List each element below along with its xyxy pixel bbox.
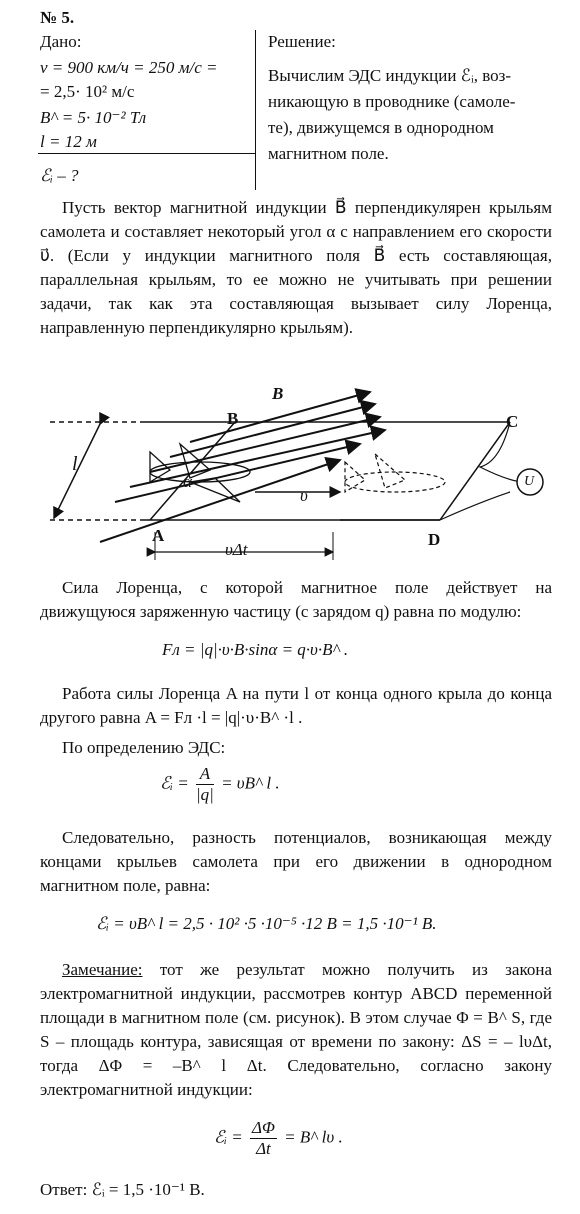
contour-abcd — [50, 422, 510, 520]
given-line-2: = 2,5· 10² м/с — [40, 82, 135, 101]
paragraph-4: По определению ЭДС: — [62, 738, 226, 757]
paragraph-3: Работа силы Лоренца A на пути l от конца одного крыла до конца другого равна A = Fл ·l = |q|·υ·B^ ·l . — [40, 684, 552, 727]
figure-label-alpha: α — [183, 472, 192, 491]
answer: Ответ: ℰᵢ = 1,5 ·10⁻¹ В. — [40, 1180, 205, 1199]
find-value: ℰᵢ – ? — [40, 166, 79, 185]
paragraph-5: Следовательно, разность потенциалов, возникающая между концами крыльев самолета при его движении в однородном магнитном поле, равна: — [40, 828, 552, 895]
airplane-shadow — [345, 454, 445, 492]
note-label: Замечание: — [62, 960, 143, 979]
figure-label-C: C — [506, 412, 519, 431]
given-line-3: B^ = 5· 10⁻² Тл — [40, 108, 147, 127]
given-line-4: l = 12 м — [40, 132, 97, 151]
given-divider-vertical — [255, 30, 256, 190]
figure-label-v: υ⃗ — [300, 486, 322, 505]
solution-intro-2: никающую в проводнике (самоле- — [268, 92, 516, 111]
paragraph-2: Сила Лоренца, с которой магнитное поле действует на движущуюся заряженную частицу (с зарядом q) равна по модулю: — [40, 578, 552, 621]
figure-label-A: A — [152, 526, 165, 545]
solution-intro-3: те), движущемся в однородном — [268, 118, 494, 137]
solution-intro-4: магнитном поле. — [268, 144, 389, 163]
formula-faraday: ℰᵢ = $\frac{\Delta\Phi}{\Delta t}$ = B^ lυ . — [214, 1118, 343, 1158]
paragraph-1: Пусть вектор магнитной индукции B⃗ перпендикулярен крыльям самолета и составляет некоторый угол α с направлением его скорости υ⃗. (Если у индукции магнитного поля B⃗ есть составляющая, параллельная крыльям, то ее можно не учитывать при решении задачи, так как эта составляющая вызывает силу Лоренца, направленную перпендикулярно крыльям). — [40, 198, 552, 337]
voltmeter-wire — [440, 422, 525, 520]
given-divider-horizontal — [38, 153, 255, 154]
figure-label-U: U — [524, 474, 535, 489]
figure-label-D: D — [428, 530, 441, 549]
figure-label-B-vec: B⃗ — [272, 384, 297, 403]
paragraph-note: Замечание: тот же результат можно получить из закона электромагнитной индукции, рассмотрев контур ABCD переменной площади в магнитном поле (см. рисунок). В этом случае Φ = B^ S, где S – площадь контура, зависящая от времени по закону: ΔS = – lυΔt, тогда ΔΦ = –B^ l Δt. Следовательно, согласно закону электромагнитной индукции: — [40, 960, 552, 1099]
formula-emf-definition: ℰᵢ = $\frac{A}{|q|}$ = υB^ l . — [160, 764, 280, 804]
formula-lorentz-force: Fл = |q|·υ·B·sinα = q·υ·B^ . — [162, 640, 349, 659]
solution-intro-1: Вычислим ЭДС индукции ℰᵢ, воз- — [268, 66, 512, 85]
figure-label-B: B — [227, 409, 239, 428]
given-title: Дано: — [40, 32, 82, 51]
figure-label-l: l — [72, 453, 78, 475]
solution-title: Решение: — [268, 32, 336, 51]
figure-label-vdt: υΔt — [225, 540, 248, 559]
figure-plane-in-field — [40, 382, 550, 568]
given-line-1: ν = 900 км/ч = 250 м/с = — [40, 58, 218, 77]
problem-number: № 5. — [40, 8, 75, 27]
formula-emf-result: ℰᵢ = υB^ l = 2,5 · 10² ·5 ·10⁻⁵ ·12 В = 1,5 ·10⁻¹ В. — [96, 914, 437, 933]
